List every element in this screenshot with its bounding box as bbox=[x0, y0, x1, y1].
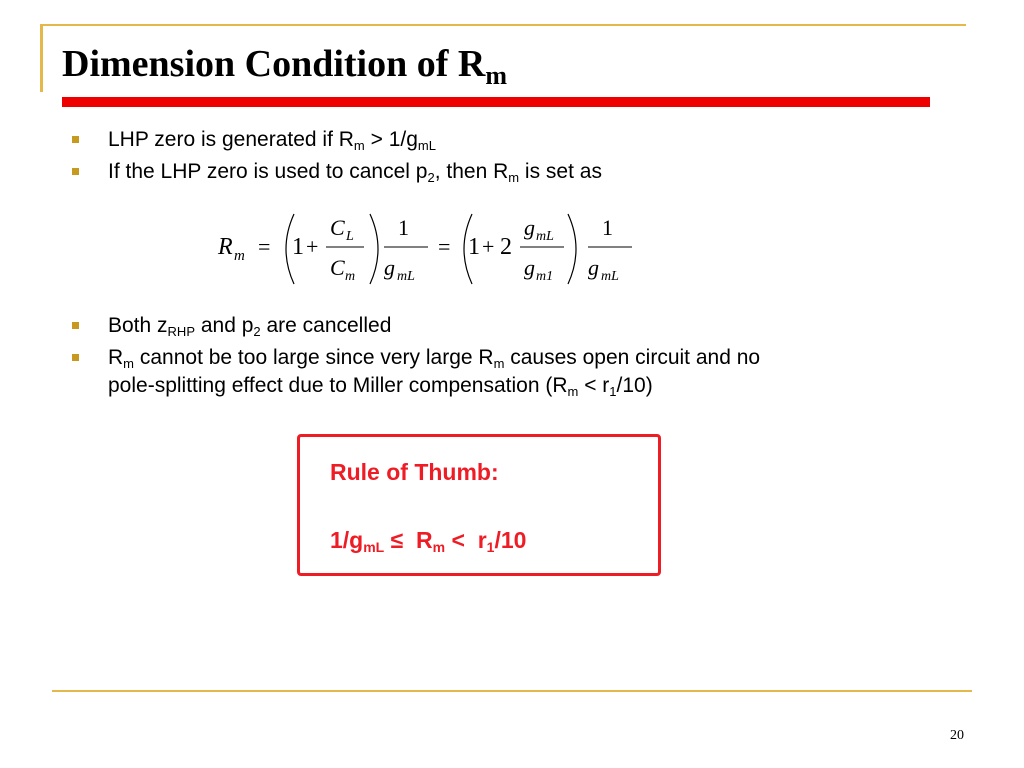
footer-line bbox=[52, 690, 972, 692]
rm-equation bbox=[212, 208, 652, 294]
bullet-text: causes open circuit and no bbox=[504, 346, 761, 369]
eq-paren-right-2 bbox=[568, 214, 576, 284]
eq-R: R bbox=[218, 234, 233, 260]
eq-sub-m: m bbox=[234, 248, 245, 264]
bullet-text: pole-splitting effect due to Miller compensation (R bbox=[108, 374, 568, 397]
eq-g: g bbox=[524, 255, 535, 280]
eq-sub-m1: m1 bbox=[536, 269, 554, 284]
bullet-list-bottom bbox=[72, 312, 952, 404]
rule-text: 1/g bbox=[330, 527, 364, 553]
eq-sub-mL: mL bbox=[601, 269, 619, 284]
eq-plus: + bbox=[482, 234, 495, 259]
bullet-item-cancelled bbox=[72, 312, 952, 340]
bullet-square-icon bbox=[72, 168, 79, 175]
bullet-subscript: RHP bbox=[167, 324, 195, 339]
rule-text: < r bbox=[445, 527, 487, 553]
eq-sub-mL: mL bbox=[397, 269, 415, 284]
bullet-square-icon bbox=[72, 354, 79, 361]
eq-sub-mL: mL bbox=[536, 229, 554, 244]
rule-text: ≤ R bbox=[384, 527, 433, 553]
bullet-text: < r bbox=[578, 374, 610, 397]
eq-one: 1 bbox=[602, 215, 613, 240]
rule-subscript: 1 bbox=[486, 539, 495, 555]
page-number: 20 bbox=[950, 728, 964, 743]
bullet-subscript: 2 bbox=[427, 170, 435, 185]
rule-title: Rule of Thumb: bbox=[330, 459, 499, 485]
rule-subscript: mL bbox=[363, 539, 385, 555]
eq-equals: = bbox=[438, 234, 451, 259]
eq-g: g bbox=[384, 255, 395, 280]
title-text: Dimension Condition of R bbox=[62, 43, 486, 85]
eq-C: C bbox=[330, 255, 345, 280]
rule-inequality bbox=[330, 527, 526, 554]
bullet-list-top bbox=[72, 126, 952, 190]
rule-of-thumb-box bbox=[297, 434, 661, 576]
bullet-square-icon bbox=[72, 322, 79, 329]
bullet-text: are cancelled bbox=[260, 314, 392, 337]
eq-g: g bbox=[588, 255, 599, 280]
bullet-text: is set as bbox=[519, 160, 602, 183]
slide-title bbox=[62, 40, 507, 88]
bullet-subscript: mL bbox=[417, 138, 436, 153]
eq-one: 1 bbox=[398, 215, 409, 240]
bullet-text: If the LHP zero is used to cancel p bbox=[108, 160, 428, 183]
bullet-subscript: m bbox=[493, 356, 505, 371]
bullet-text: Both z bbox=[108, 314, 168, 337]
bullet-item-lhp-zero bbox=[72, 126, 952, 154]
bullet-text: cannot be too large since very large R bbox=[134, 346, 494, 369]
bullet-square-icon bbox=[72, 136, 79, 143]
top-frame-line bbox=[40, 24, 966, 26]
left-frame-line bbox=[40, 26, 43, 92]
eq-paren-right-1 bbox=[370, 214, 378, 284]
eq-g: g bbox=[524, 215, 535, 240]
eq-sub-m: m bbox=[345, 269, 356, 284]
rule-text: /10 bbox=[494, 527, 527, 553]
bullet-text: > 1/g bbox=[364, 128, 418, 151]
bullet-text: R bbox=[108, 346, 124, 369]
eq-equals: = bbox=[258, 234, 271, 259]
bullet-text: , then R bbox=[434, 160, 509, 183]
bullet-subscript: m bbox=[508, 170, 520, 185]
bullet-item-cancel-p2 bbox=[72, 158, 952, 186]
bullet-subscript: m bbox=[567, 384, 579, 399]
rule-subscript: m bbox=[432, 539, 446, 555]
eq-sub-L: L bbox=[346, 229, 354, 244]
eq-one: 1 bbox=[468, 234, 480, 260]
bullet-subscript: 1 bbox=[609, 384, 617, 399]
bullet-subscript: m bbox=[123, 356, 135, 371]
bullet-subscript: m bbox=[353, 138, 365, 153]
bullet-subscript: 2 bbox=[253, 324, 261, 339]
eq-plus: + bbox=[306, 234, 319, 259]
bullet-text: LHP zero is generated if R bbox=[108, 128, 354, 151]
title-underline-bar bbox=[62, 97, 930, 107]
bullet-text: /10) bbox=[616, 374, 653, 397]
title-subscript: m bbox=[485, 61, 508, 90]
eq-C: C bbox=[330, 215, 345, 240]
bullet-text: and p bbox=[195, 314, 254, 337]
eq-one: 1 bbox=[292, 234, 304, 260]
bullet-item-rm-limit bbox=[72, 344, 952, 400]
eq-two: 2 bbox=[500, 234, 512, 260]
